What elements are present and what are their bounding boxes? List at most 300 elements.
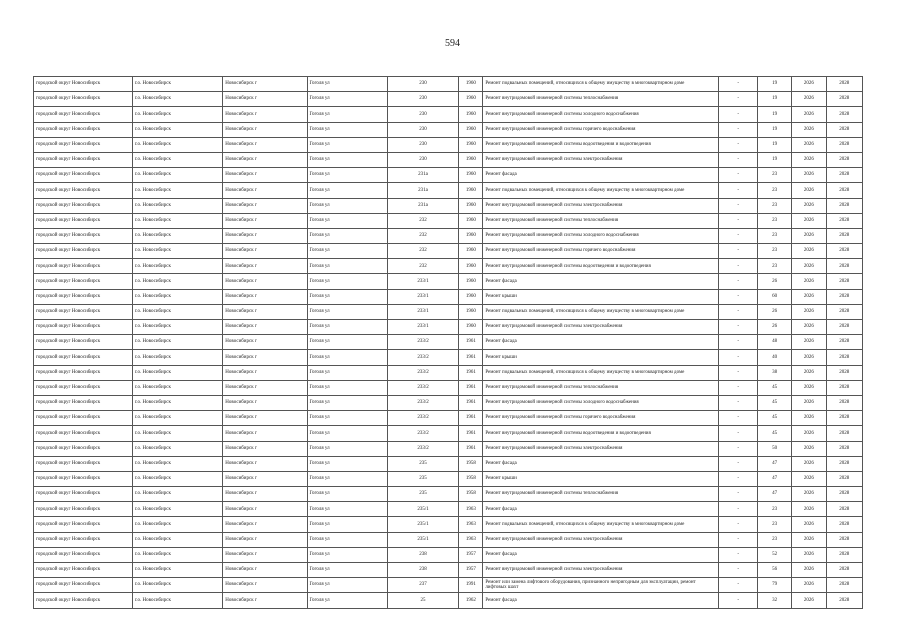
table-row — [34, 122, 863, 137]
build-year-cell: 1960 — [459, 152, 483, 167]
start-year-cell: 2026 — [792, 335, 826, 350]
street-cell: Гоголя ул — [307, 365, 387, 380]
house-number-cell: 230 — [387, 152, 459, 167]
end-year-cell: 2028 — [826, 198, 862, 213]
start-year-cell: 2026 — [792, 365, 826, 380]
table-row — [34, 502, 863, 517]
dash-cell: - — [719, 228, 757, 243]
municipal-area-cell: городской округ Новосибирск — [34, 152, 133, 167]
house-number-cell: 230 — [387, 92, 459, 107]
end-year-cell: 2028 — [826, 471, 862, 486]
value-cell: 23 — [757, 502, 791, 517]
settlement-cell: Новосибирск г — [223, 547, 307, 562]
table-row — [34, 107, 863, 122]
dash-cell: - — [719, 168, 757, 183]
start-year-cell: 2026 — [792, 380, 826, 395]
work-type-cell: Ремонт подвальных помещений, относящихся к общему имуществу в многоквартирном доме — [483, 365, 719, 380]
settlement-cell: Новосибирск г — [223, 289, 307, 304]
start-year-cell: 2026 — [792, 244, 826, 259]
value-cell: 26 — [757, 274, 791, 289]
table-row — [34, 456, 863, 471]
value-cell: 23 — [757, 259, 791, 274]
dash-cell: - — [719, 77, 757, 92]
start-year-cell: 2026 — [792, 228, 826, 243]
house-number-cell: 232 — [387, 244, 459, 259]
settlement-cell: Новосибирск г — [223, 107, 307, 122]
street-cell: Гоголя ул — [307, 183, 387, 198]
house-number-cell: 233/1 — [387, 274, 459, 289]
municipal-area-cell: городской округ Новосибирск — [34, 198, 133, 213]
municipal-area-cell: городской округ Новосибирск — [34, 380, 133, 395]
work-type-cell: Ремонт внутридомовой инженерной системы электроснабжения — [483, 441, 719, 456]
value-cell: 40 — [757, 350, 791, 365]
dash-cell: - — [719, 107, 757, 122]
start-year-cell: 2026 — [792, 259, 826, 274]
build-year-cell: 1960 — [459, 122, 483, 137]
build-year-cell: 1960 — [459, 320, 483, 335]
table-body — [34, 77, 863, 609]
work-type-cell: Ремонт внутридомовой инженерной системы электроснабжения — [483, 198, 719, 213]
municipal-area-cell: городской округ Новосибирск — [34, 274, 133, 289]
house-number-cell: 232 — [387, 213, 459, 228]
end-year-cell: 2028 — [826, 122, 862, 137]
municipal-area-cell: городской округ Новосибирск — [34, 213, 133, 228]
start-year-cell: 2026 — [792, 168, 826, 183]
dash-cell: - — [719, 304, 757, 319]
value-cell: 47 — [757, 471, 791, 486]
work-type-cell: Ремонт внутридомовой инженерной системы водоотведения и водоотведения — [483, 259, 719, 274]
city-district-cell: г.о. Новосибирск — [132, 183, 222, 198]
city-district-cell: г.о. Новосибирск — [132, 320, 222, 335]
city-district-cell: г.о. Новосибирск — [132, 289, 222, 304]
value-cell: 23 — [757, 183, 791, 198]
start-year-cell: 2026 — [792, 532, 826, 547]
table-row — [34, 532, 863, 547]
city-district-cell: г.о. Новосибирск — [132, 517, 222, 532]
table-row — [34, 259, 863, 274]
house-number-cell: 235/1 — [387, 517, 459, 532]
municipal-area-cell: городской округ Новосибирск — [34, 441, 133, 456]
start-year-cell: 2026 — [792, 122, 826, 137]
start-year-cell: 2026 — [792, 350, 826, 365]
value-cell: 23 — [757, 244, 791, 259]
work-type-cell: Ремонт внутридомовой инженерной системы холодного водоснабжения — [483, 228, 719, 243]
work-type-cell: Ремонт подвальных помещений, относящихся к общему имуществу в многоквартирном доме — [483, 183, 719, 198]
build-year-cell: 1963 — [459, 502, 483, 517]
dash-cell: - — [719, 365, 757, 380]
municipal-area-cell: городской округ Новосибирск — [34, 335, 133, 350]
table-row — [34, 228, 863, 243]
municipal-area-cell: городской округ Новосибирск — [34, 137, 133, 152]
build-year-cell: 1960 — [459, 228, 483, 243]
start-year-cell: 2026 — [792, 395, 826, 410]
table-row — [34, 547, 863, 562]
build-year-cell: 1960 — [459, 304, 483, 319]
table-row — [34, 593, 863, 608]
build-year-cell: 1957 — [459, 547, 483, 562]
table-row — [34, 213, 863, 228]
start-year-cell: 2026 — [792, 426, 826, 441]
start-year-cell: 2026 — [792, 320, 826, 335]
municipal-area-cell: городской округ Новосибирск — [34, 547, 133, 562]
end-year-cell: 2028 — [826, 228, 862, 243]
table-row — [34, 563, 863, 578]
value-cell: 26 — [757, 304, 791, 319]
start-year-cell: 2026 — [792, 137, 826, 152]
end-year-cell: 2028 — [826, 426, 862, 441]
start-year-cell: 2026 — [792, 77, 826, 92]
municipal-area-cell: городской округ Новосибирск — [34, 593, 133, 608]
house-number-cell: 237 — [387, 578, 459, 593]
settlement-cell: Новосибирск г — [223, 578, 307, 593]
build-year-cell: 1962 — [459, 593, 483, 608]
build-year-cell: 1961 — [459, 350, 483, 365]
build-year-cell: 1961 — [459, 411, 483, 426]
street-cell: Гоголя ул — [307, 228, 387, 243]
municipal-area-cell: городской округ Новосибирск — [34, 563, 133, 578]
dash-cell: - — [719, 532, 757, 547]
start-year-cell: 2026 — [792, 92, 826, 107]
end-year-cell: 2028 — [826, 137, 862, 152]
street-cell: Гоголя ул — [307, 77, 387, 92]
settlement-cell: Новосибирск г — [223, 152, 307, 167]
dash-cell: - — [719, 183, 757, 198]
dash-cell: - — [719, 350, 757, 365]
municipal-area-cell: городской округ Новосибирск — [34, 320, 133, 335]
city-district-cell: г.о. Новосибирск — [132, 244, 222, 259]
build-year-cell: 1961 — [459, 365, 483, 380]
municipal-area-cell: городской округ Новосибирск — [34, 289, 133, 304]
street-cell: Гоголя ул — [307, 593, 387, 608]
municipal-area-cell: городской округ Новосибирск — [34, 168, 133, 183]
street-cell: Гоголя ул — [307, 137, 387, 152]
table-row — [34, 380, 863, 395]
city-district-cell: г.о. Новосибирск — [132, 122, 222, 137]
municipal-area-cell: городской округ Новосибирск — [34, 259, 133, 274]
dash-cell: - — [719, 578, 757, 593]
work-type-cell: Ремонт фасада — [483, 456, 719, 471]
dash-cell: - — [719, 547, 757, 562]
work-type-cell: Ремонт внутридомовой инженерной системы электроснабжения — [483, 563, 719, 578]
start-year-cell: 2026 — [792, 578, 826, 593]
dash-cell: - — [719, 320, 757, 335]
value-cell: 23 — [757, 198, 791, 213]
settlement-cell: Новосибирск г — [223, 213, 307, 228]
table-row — [34, 77, 863, 92]
start-year-cell: 2026 — [792, 441, 826, 456]
work-type-cell: Ремонт внутридомовой инженерной системы горячего водоснабжения — [483, 244, 719, 259]
municipal-area-cell: городской округ Новосибирск — [34, 365, 133, 380]
work-type-cell: Ремонт внутридомовой инженерной системы теплоснабжения — [483, 487, 719, 502]
municipal-area-cell: городской округ Новосибирск — [34, 456, 133, 471]
start-year-cell: 2026 — [792, 198, 826, 213]
street-cell: Гоголя ул — [307, 563, 387, 578]
settlement-cell: Новосибирск г — [223, 77, 307, 92]
end-year-cell: 2028 — [826, 350, 862, 365]
start-year-cell: 2026 — [792, 304, 826, 319]
end-year-cell: 2028 — [826, 380, 862, 395]
house-number-cell: 235 — [387, 456, 459, 471]
end-year-cell: 2028 — [826, 107, 862, 122]
start-year-cell: 2026 — [792, 456, 826, 471]
house-number-cell: 230 — [387, 77, 459, 92]
city-district-cell: г.о. Новосибирск — [132, 107, 222, 122]
city-district-cell: г.о. Новосибирск — [132, 77, 222, 92]
start-year-cell: 2026 — [792, 274, 826, 289]
municipal-area-cell: городской округ Новосибирск — [34, 395, 133, 410]
work-type-cell: Ремонт внутридомовой инженерной системы электроснабжения — [483, 152, 719, 167]
build-year-cell: 1961 — [459, 395, 483, 410]
street-cell: Гоголя ул — [307, 380, 387, 395]
city-district-cell: г.о. Новосибирск — [132, 168, 222, 183]
city-district-cell: г.о. Новосибирск — [132, 365, 222, 380]
house-number-cell: 233/1 — [387, 320, 459, 335]
street-cell: Гоголя ул — [307, 395, 387, 410]
city-district-cell: г.о. Новосибирск — [132, 456, 222, 471]
value-cell: 32 — [757, 593, 791, 608]
page-number: 594 — [445, 38, 460, 49]
dash-cell: - — [719, 441, 757, 456]
house-number-cell: 25 — [387, 593, 459, 608]
start-year-cell: 2026 — [792, 487, 826, 502]
settlement-cell: Новосибирск г — [223, 456, 307, 471]
house-number-cell: 233/2 — [387, 335, 459, 350]
build-year-cell: 1960 — [459, 137, 483, 152]
value-cell: 47 — [757, 456, 791, 471]
end-year-cell: 2028 — [826, 578, 862, 593]
start-year-cell: 2026 — [792, 547, 826, 562]
street-cell: Гоголя ул — [307, 411, 387, 426]
house-number-cell: 231а — [387, 183, 459, 198]
start-year-cell: 2026 — [792, 593, 826, 608]
settlement-cell: Новосибирск г — [223, 304, 307, 319]
build-year-cell: 1991 — [459, 578, 483, 593]
dash-cell: - — [719, 502, 757, 517]
street-cell: Гоголя ул — [307, 487, 387, 502]
house-number-cell: 233/2 — [387, 426, 459, 441]
house-number-cell: 232 — [387, 259, 459, 274]
work-type-cell: Ремонт фасада — [483, 547, 719, 562]
street-cell: Гоголя ул — [307, 274, 387, 289]
table-row — [34, 289, 863, 304]
settlement-cell: Новосибирск г — [223, 593, 307, 608]
dash-cell: - — [719, 152, 757, 167]
city-district-cell: г.о. Новосибирск — [132, 502, 222, 517]
city-district-cell: г.о. Новосибирск — [132, 593, 222, 608]
value-cell: 45 — [757, 395, 791, 410]
work-type-cell: Ремонт фасада — [483, 502, 719, 517]
city-district-cell: г.о. Новосибирск — [132, 411, 222, 426]
dash-cell: - — [719, 213, 757, 228]
end-year-cell: 2028 — [826, 547, 862, 562]
municipal-area-cell: городской округ Новосибирск — [34, 350, 133, 365]
table-row — [34, 152, 863, 167]
value-cell: 26 — [757, 320, 791, 335]
house-number-cell: 230 — [387, 107, 459, 122]
street-cell: Гоголя ул — [307, 107, 387, 122]
work-type-cell: Ремонт подвальных помещений, относящихся к общему имуществу в многоквартирном доме — [483, 304, 719, 319]
city-district-cell: г.о. Новосибирск — [132, 547, 222, 562]
settlement-cell: Новосибирск г — [223, 274, 307, 289]
table-row — [34, 578, 863, 593]
build-year-cell: 1961 — [459, 426, 483, 441]
table-row — [34, 411, 863, 426]
house-number-cell: 238 — [387, 547, 459, 562]
end-year-cell: 2028 — [826, 335, 862, 350]
street-cell: Гоголя ул — [307, 92, 387, 107]
street-cell: Гоголя ул — [307, 320, 387, 335]
settlement-cell: Новосибирск г — [223, 441, 307, 456]
settlement-cell: Новосибирск г — [223, 502, 307, 517]
city-district-cell: г.о. Новосибирск — [132, 578, 222, 593]
street-cell: Гоголя ул — [307, 335, 387, 350]
table-row — [34, 395, 863, 410]
work-type-cell: Ремонт внутридомовой инженерной системы электроснабжения — [483, 320, 719, 335]
city-district-cell: г.о. Новосибирск — [132, 426, 222, 441]
work-type-cell: Ремонт внутридомовой инженерной системы водоотведения и водоотведения — [483, 426, 719, 441]
municipal-area-cell: городской округ Новосибирск — [34, 426, 133, 441]
city-district-cell: г.о. Новосибирск — [132, 92, 222, 107]
house-number-cell: 235/1 — [387, 502, 459, 517]
build-year-cell: 1960 — [459, 213, 483, 228]
end-year-cell: 2028 — [826, 441, 862, 456]
settlement-cell: Новосибирск г — [223, 411, 307, 426]
settlement-cell: Новосибирск г — [223, 122, 307, 137]
value-cell: 19 — [757, 107, 791, 122]
street-cell: Гоголя ул — [307, 517, 387, 532]
work-type-cell: Ремонт внутридомовой инженерной системы водоотведения и водоотведения — [483, 137, 719, 152]
city-district-cell: г.о. Новосибирск — [132, 487, 222, 502]
build-year-cell: 1960 — [459, 198, 483, 213]
start-year-cell: 2026 — [792, 517, 826, 532]
settlement-cell: Новосибирск г — [223, 395, 307, 410]
street-cell: Гоголя ул — [307, 547, 387, 562]
house-number-cell: 233/1 — [387, 289, 459, 304]
table-row — [34, 137, 863, 152]
settlement-cell: Новосибирск г — [223, 426, 307, 441]
end-year-cell: 2028 — [826, 244, 862, 259]
work-type-cell: Ремонт фасада — [483, 335, 719, 350]
end-year-cell: 2028 — [826, 274, 862, 289]
end-year-cell: 2028 — [826, 411, 862, 426]
start-year-cell: 2026 — [792, 152, 826, 167]
work-type-cell: Ремонт внутридомовой инженерной системы теплоснабжения — [483, 92, 719, 107]
end-year-cell: 2028 — [826, 456, 862, 471]
settlement-cell: Новосибирск г — [223, 92, 307, 107]
street-cell: Гоголя ул — [307, 289, 387, 304]
value-cell: 38 — [757, 365, 791, 380]
street-cell: Гоголя ул — [307, 350, 387, 365]
street-cell: Гоголя ул — [307, 152, 387, 167]
street-cell: Гоголя ул — [307, 456, 387, 471]
city-district-cell: г.о. Новосибирск — [132, 335, 222, 350]
table-row — [34, 244, 863, 259]
end-year-cell: 2028 — [826, 487, 862, 502]
table-row — [34, 168, 863, 183]
house-number-cell: 233/2 — [387, 411, 459, 426]
house-number-cell: 238 — [387, 563, 459, 578]
end-year-cell: 2028 — [826, 320, 862, 335]
city-district-cell: г.о. Новосибирск — [132, 152, 222, 167]
build-year-cell: 1960 — [459, 183, 483, 198]
municipal-area-cell: городской округ Новосибирск — [34, 502, 133, 517]
value-cell: 45 — [757, 380, 791, 395]
dash-cell: - — [719, 563, 757, 578]
start-year-cell: 2026 — [792, 289, 826, 304]
table-row — [34, 183, 863, 198]
municipal-area-cell: городской округ Новосибирск — [34, 517, 133, 532]
build-year-cell: 1963 — [459, 532, 483, 547]
value-cell: 23 — [757, 532, 791, 547]
settlement-cell: Новосибирск г — [223, 350, 307, 365]
city-district-cell: г.о. Новосибирск — [132, 441, 222, 456]
work-type-cell: Ремонт фасада — [483, 593, 719, 608]
settlement-cell: Новосибирск г — [223, 517, 307, 532]
value-cell: 45 — [757, 426, 791, 441]
build-year-cell: 1957 — [459, 563, 483, 578]
city-district-cell: г.о. Новосибирск — [132, 274, 222, 289]
build-year-cell: 1961 — [459, 441, 483, 456]
settlement-cell: Новосибирск г — [223, 532, 307, 547]
settlement-cell: Новосибирск г — [223, 137, 307, 152]
work-type-cell: Ремонт крыши — [483, 350, 719, 365]
city-district-cell: г.о. Новосибирск — [132, 228, 222, 243]
house-number-cell: 233/2 — [387, 380, 459, 395]
value-cell: 19 — [757, 152, 791, 167]
city-district-cell: г.о. Новосибирск — [132, 350, 222, 365]
start-year-cell: 2026 — [792, 563, 826, 578]
house-number-cell: 231а — [387, 168, 459, 183]
value-cell: 47 — [757, 487, 791, 502]
dash-cell: - — [719, 411, 757, 426]
city-district-cell: г.о. Новосибирск — [132, 198, 222, 213]
city-district-cell: г.о. Новосибирск — [132, 137, 222, 152]
value-cell: 79 — [757, 578, 791, 593]
city-district-cell: г.о. Новосибирск — [132, 380, 222, 395]
capital-repair-table — [33, 76, 863, 609]
end-year-cell: 2028 — [826, 365, 862, 380]
house-number-cell: 235/1 — [387, 532, 459, 547]
house-number-cell: 232 — [387, 228, 459, 243]
house-number-cell: 233/2 — [387, 395, 459, 410]
settlement-cell: Новосибирск г — [223, 320, 307, 335]
city-district-cell: г.о. Новосибирск — [132, 259, 222, 274]
value-cell: 52 — [757, 547, 791, 562]
municipal-area-cell: городской округ Новосибирск — [34, 77, 133, 92]
city-district-cell: г.о. Новосибирск — [132, 395, 222, 410]
work-type-cell: Ремонт или замена лифтового оборудования, признанного непригодным для эксплуатации, ремонт лифтовых шахт — [483, 578, 719, 593]
settlement-cell: Новосибирск г — [223, 168, 307, 183]
street-cell: Гоголя ул — [307, 213, 387, 228]
street-cell: Гоголя ул — [307, 471, 387, 486]
end-year-cell: 2028 — [826, 517, 862, 532]
work-type-cell: Ремонт подвальных помещений, относящихся к общему имуществу в многоквартирном доме — [483, 517, 719, 532]
table-row — [34, 365, 863, 380]
table-row — [34, 517, 863, 532]
work-type-cell: Ремонт крыши — [483, 471, 719, 486]
municipal-area-cell: городской округ Новосибирск — [34, 578, 133, 593]
settlement-cell: Новосибирск г — [223, 198, 307, 213]
build-year-cell: 1963 — [459, 517, 483, 532]
end-year-cell: 2028 — [826, 183, 862, 198]
start-year-cell: 2026 — [792, 471, 826, 486]
value-cell: 19 — [757, 77, 791, 92]
settlement-cell: Новосибирск г — [223, 365, 307, 380]
settlement-cell: Новосибирск г — [223, 228, 307, 243]
dash-cell: - — [719, 244, 757, 259]
dash-cell: - — [719, 487, 757, 502]
dash-cell: - — [719, 335, 757, 350]
